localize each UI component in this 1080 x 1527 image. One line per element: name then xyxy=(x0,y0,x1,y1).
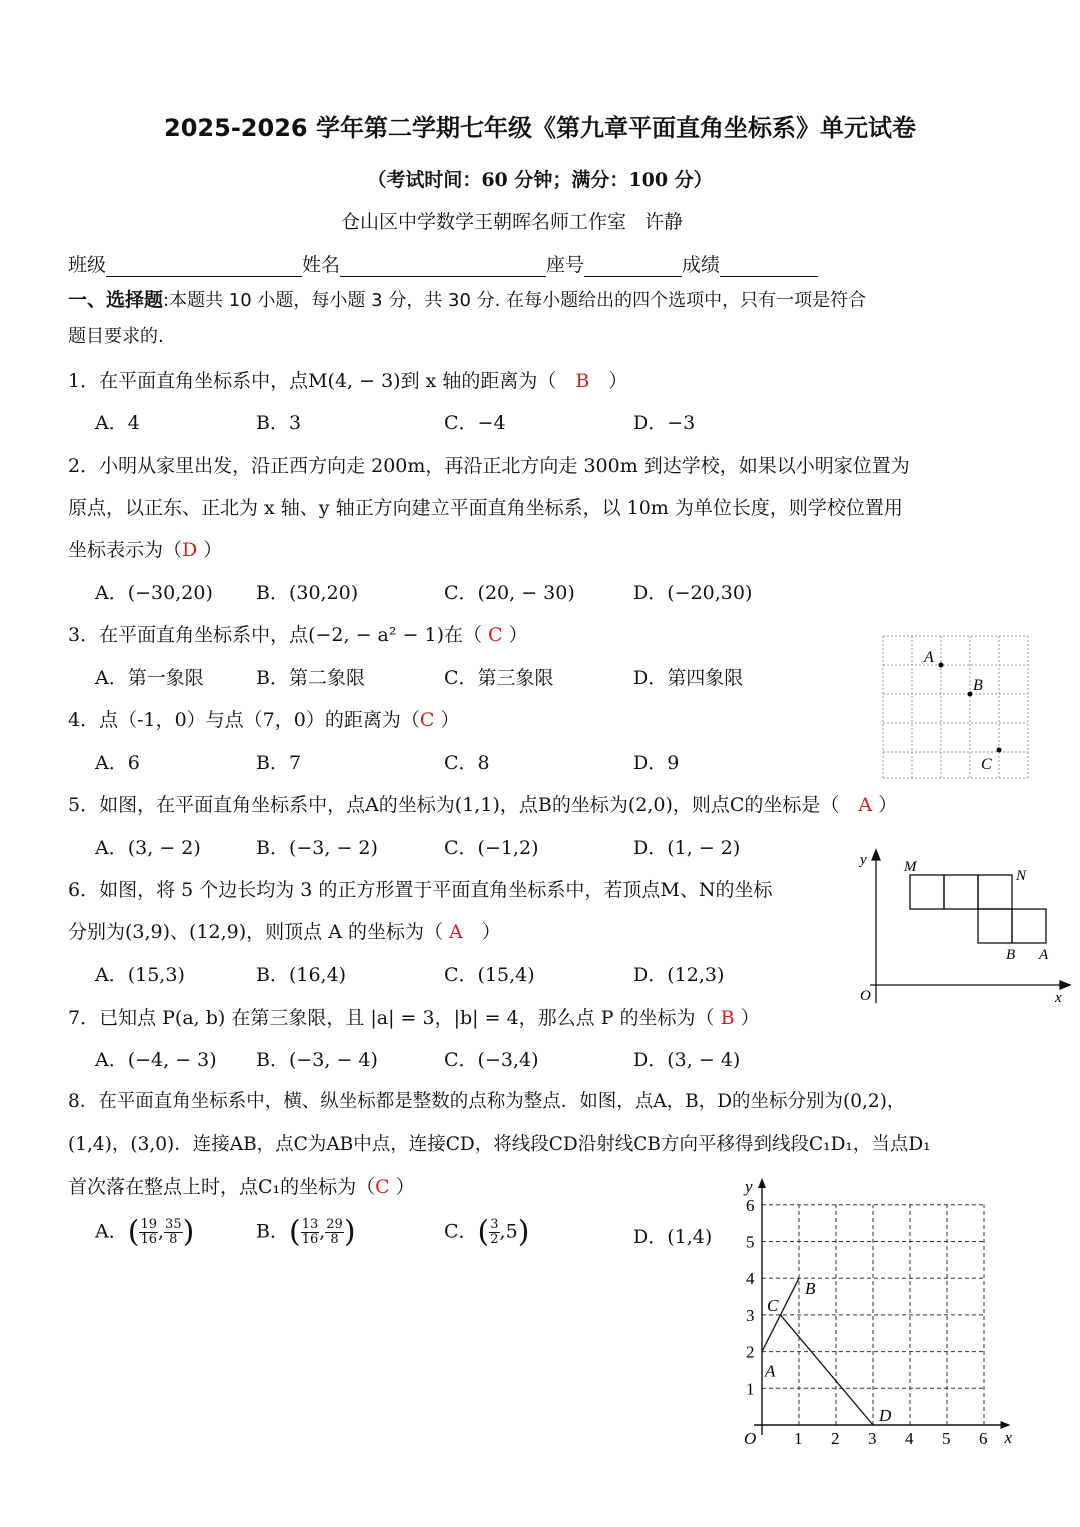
x-tick-label: 2 xyxy=(831,1429,840,1448)
label-b: B xyxy=(973,677,983,694)
option-b: B．(30,20) xyxy=(256,582,359,604)
svg-text:B: B xyxy=(1006,947,1016,963)
q8-coordinate-figure xyxy=(735,1172,1020,1452)
y-axis-label: y xyxy=(745,1177,753,1196)
x-tick-label: 4 xyxy=(905,1429,914,1448)
svg-text:O: O xyxy=(860,988,871,1004)
y-tick-label: 1 xyxy=(746,1379,755,1399)
option-a: A．(15,3) xyxy=(95,964,185,986)
origin-label: O xyxy=(744,1429,757,1448)
option-a: A．(−4, − 3) xyxy=(95,1049,217,1071)
option-d: D．(3, − 4) xyxy=(633,1049,741,1071)
x-axis-label: x xyxy=(1004,1428,1013,1447)
svg-text:x: x xyxy=(1055,990,1062,1006)
svg-text:N: N xyxy=(1016,868,1027,884)
option-c: C．第三象限 xyxy=(444,667,554,689)
option-b: B．(−3, − 2) xyxy=(256,837,378,859)
option-c: C．8 xyxy=(444,752,490,774)
option-d: D．9 xyxy=(633,752,680,774)
svg-text:y: y xyxy=(860,852,867,868)
question-2-line-2: 原点，以正东、正北为 x 轴、y 轴正方向建立平面直角坐标系，以 10m 为单位长度，则学校位置用 xyxy=(68,497,903,519)
section-title: 一、选择题 xyxy=(68,289,164,311)
option-b: B．( $\frac{13}{16}$ , $\frac{29}{8}$ ) xyxy=(256,1214,356,1250)
label-a: A xyxy=(765,1361,776,1381)
name-field[interactable] xyxy=(340,256,546,277)
question-2-line-3: 坐标表示为（D ） xyxy=(68,539,223,561)
answer: C xyxy=(375,1176,390,1198)
option-a: A．( $\frac{19}{16}$ , $\frac{35}{8}$ ) xyxy=(95,1214,195,1250)
svg-text:M: M xyxy=(904,859,917,875)
option-b: B．7 xyxy=(256,752,302,774)
question-2-line-1: 2．小明从家里出发，沿正西方向走 200m，再沿正北方向走 300m 到达学校，如果以小明家位置为 xyxy=(68,455,910,477)
question-8-line-1: 8．在平面直角坐标系中，横、纵坐标都是整数的点称为整点．如图，点A，B，D的坐标分别为(0,2)， xyxy=(68,1091,906,1112)
score-label: 成绩 xyxy=(682,254,721,276)
question-6-line-2: 分别为(3,9)、(12,9)，则顶点 A 的坐标为（ A ） xyxy=(68,921,501,943)
option-d: D．−3 xyxy=(633,412,696,434)
option-d: D．(12,3) xyxy=(633,964,725,986)
label-a: A xyxy=(924,649,934,666)
question-4: 4．点（-1，0）与点（7，0）的距离为（C ） xyxy=(68,709,460,731)
option-a: A．4 xyxy=(95,412,140,434)
question-7: 7．已知点 P(a, b) 在第三象限，且 |a| = 3，|b| = 4，那么点 P 的坐标为（ B ） xyxy=(68,1007,760,1029)
option-b: B．第二象限 xyxy=(256,667,365,689)
class-label: 班级 xyxy=(68,254,107,276)
option-a: A．第一象限 xyxy=(95,667,204,689)
option-b: B．(16,4) xyxy=(256,964,347,986)
seat-field[interactable] xyxy=(584,256,682,277)
label-d: D xyxy=(879,1406,892,1425)
section-text-2: 题目要求的. xyxy=(68,326,164,347)
option-d: D．第四象限 xyxy=(633,667,744,689)
q6-squares-figure xyxy=(850,848,1075,1008)
section-heading xyxy=(68,288,866,313)
label-c: C xyxy=(981,756,992,773)
option-a: A．(−30,20) xyxy=(95,582,213,604)
answer: A xyxy=(449,921,463,943)
option-d: D．(1, − 2) xyxy=(633,837,741,859)
q5-grid-figure xyxy=(880,632,1032,782)
question-3: 3．在平面直角坐标系中，点(−2, − a² − 1)在（ C ） xyxy=(68,624,528,646)
section-text: :本题共 10 小题，每小题 3 分，共 30 分. 在每小题给出的四个选项中，只有一项是符合 xyxy=(163,290,867,311)
option-d: D．(−20,30) xyxy=(633,582,753,604)
label-c: C xyxy=(767,1295,779,1315)
name-label: 姓名 xyxy=(302,254,341,276)
y-tick-label: 5 xyxy=(746,1232,755,1252)
y-tick-label: 4 xyxy=(746,1269,755,1289)
x-tick-label: 1 xyxy=(794,1429,803,1448)
answer: C xyxy=(488,624,503,646)
svg-text:A: A xyxy=(1039,947,1049,963)
option-c: C．(15,4) xyxy=(444,964,535,986)
option-d: D．(1,4) xyxy=(633,1226,713,1248)
question-8-line-2: (1,4)，(3,0)．连接AB，点C为AB中点，连接CD，将线段CD沿射线CB方向平移得到线段C₁D₁，当点D₁ xyxy=(68,1134,931,1155)
y-arrow xyxy=(758,1178,766,1188)
student-fields xyxy=(68,253,818,277)
x-tick-label: 3 xyxy=(868,1429,877,1448)
exam-info: （考试时间：60 分钟；满分：100 分） xyxy=(367,169,713,191)
question-1: 1．在平面直角坐标系中，点M(4, − 3)到 x 轴的距离为（ B ） xyxy=(68,370,628,392)
point-b xyxy=(968,692,973,697)
point-a xyxy=(939,663,944,668)
question-6-line-1: 6．如图，将 5 个边长均为 3 的正方形置于平面直角坐标系中，若顶点M、N的坐标 xyxy=(68,879,773,901)
option-b: B．3 xyxy=(256,412,302,434)
answer: A xyxy=(858,794,873,816)
author: 仓山区中学数学王朝晖名师工作室 许静 xyxy=(340,211,683,233)
option-c: C．−4 xyxy=(444,412,506,434)
x-tick-label: 6 xyxy=(979,1429,988,1448)
y-tick-label: 3 xyxy=(746,1305,755,1325)
option-c: C．(−1,2) xyxy=(444,837,539,859)
point-c xyxy=(997,748,1002,753)
y-tick-label: 2 xyxy=(746,1342,755,1362)
y-tick-label: 6 xyxy=(746,1195,755,1215)
option-a: A．6 xyxy=(95,752,140,774)
answer: C xyxy=(419,709,435,731)
question-8-line-3: 首次落在整点上时，点C₁的坐标为（C ） xyxy=(68,1176,415,1198)
option-b: B．(−3, − 4) xyxy=(256,1049,378,1071)
option-c: C．(−3,4) xyxy=(444,1049,539,1071)
answer: B xyxy=(720,1007,735,1029)
x-tick-label: 5 xyxy=(942,1429,951,1448)
score-field[interactable] xyxy=(720,256,818,277)
class-field[interactable] xyxy=(106,256,302,277)
label-b: B xyxy=(805,1279,816,1299)
seat-label: 座号 xyxy=(546,254,585,276)
segment-cd xyxy=(781,1315,874,1425)
question-5: 5．如图，在平面直角坐标系中，点A的坐标为(1,1)，点B的坐标为(2,0)，则点C的坐标是（ A ） xyxy=(68,794,898,816)
option-a: A．(3, − 2) xyxy=(95,837,201,859)
option-c: C．( $\frac{3}{2}$ ,5) xyxy=(444,1214,530,1250)
page-title: 2025-2026 学年第二学期七年级《第九章平面直角坐标系》单元试卷 xyxy=(164,114,916,142)
answer: B xyxy=(575,370,590,392)
option-c: C．(20, − 30) xyxy=(444,582,575,604)
answer: D xyxy=(182,539,198,561)
